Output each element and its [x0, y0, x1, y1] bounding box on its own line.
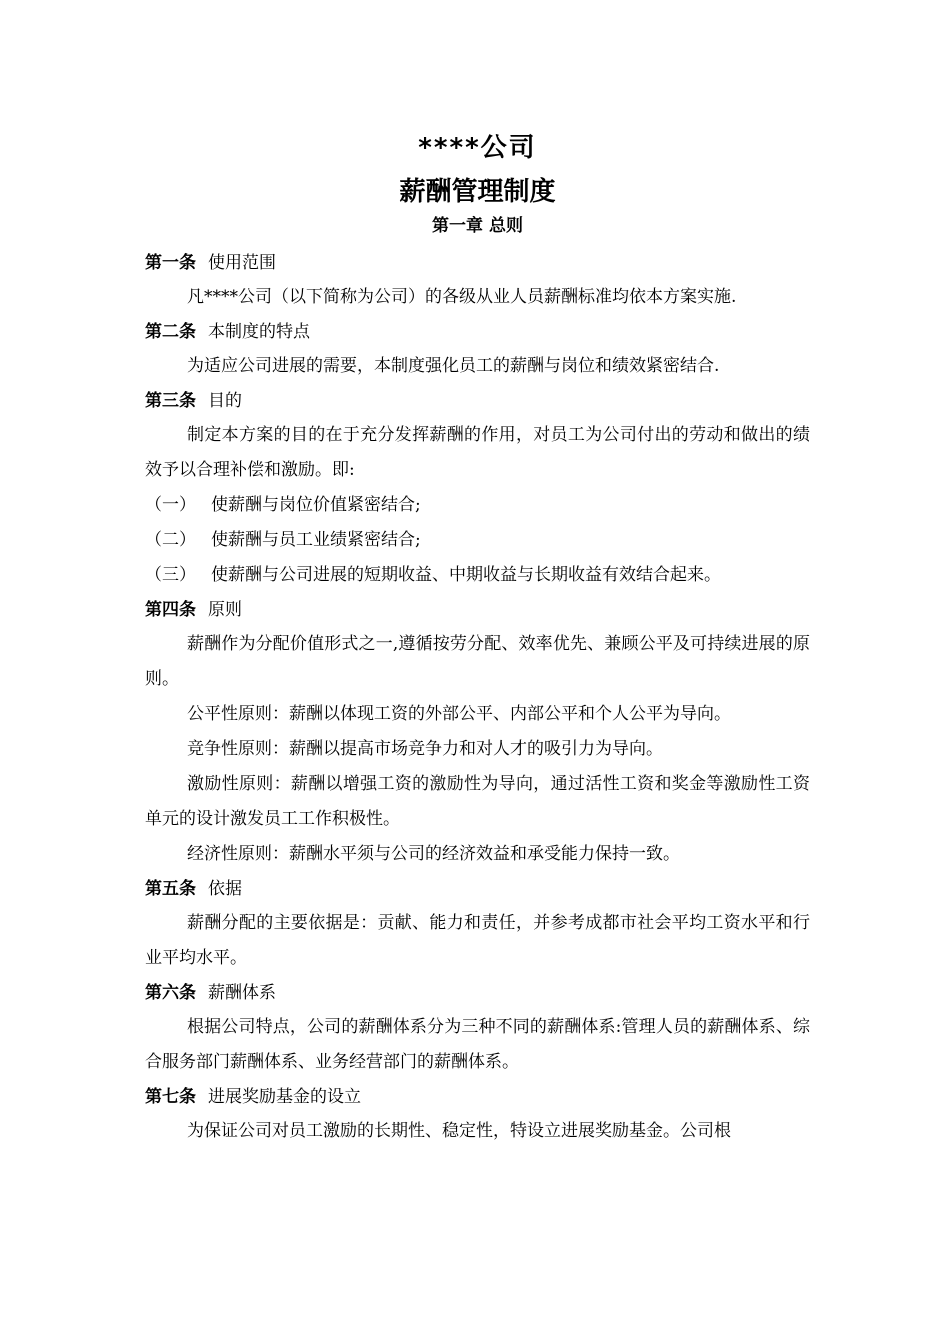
article-number: 第二条	[145, 322, 196, 342]
article-number: 第七条	[145, 1087, 196, 1107]
list-marker: （二）	[145, 530, 196, 550]
article-heading	[145, 315, 810, 349]
article-6	[145, 976, 810, 1080]
article-heading	[145, 593, 810, 627]
article-paragraph: 根据公司特点，公司的薪酬体系分为三种不同的薪酬体系:管理人员的薪酬体系、综合服务部门薪酬体系、业务经营部门的薪酬体系。	[145, 1017, 810, 1072]
article-number: 第四条	[145, 600, 196, 620]
article-heading	[145, 976, 810, 1010]
chapter-title: 第一章 总则	[432, 216, 523, 236]
article-heading-text: 目的	[208, 391, 242, 411]
article-heading	[145, 384, 810, 418]
article-paragraph: 为适应公司进展的需要，本制度强化员工的薪酬与岗位和绩效紧密结合.	[187, 356, 720, 376]
article-paragraph: 公平性原则：薪酬以体现工资的外部公平、内部公平和个人公平为导向。	[187, 704, 731, 724]
list-item	[145, 523, 810, 558]
list-marker: （三）	[145, 565, 196, 585]
article-heading-text: 本制度的特点	[208, 322, 310, 342]
article-paragraph: 薪酬分配的主要依据是：贡献、能力和责任，并参考成都市社会平均工资水平和行业平均水平。	[145, 913, 810, 968]
article-number: 第一条	[145, 253, 196, 273]
article-heading	[145, 1080, 810, 1114]
article-4	[145, 593, 810, 872]
list-item	[145, 558, 810, 593]
list-text: 使薪酬与员工业绩紧密结合;	[211, 530, 421, 550]
article-5	[145, 872, 810, 976]
article-paragraph: 经济性原则：薪酬水平须与公司的经济效益和承受能力保持一致。	[187, 844, 680, 864]
article-number: 第三条	[145, 391, 196, 411]
list-text: 使薪酬与公司进展的短期收益、中期收益与长期收益有效结合起来。	[211, 565, 721, 585]
article-number: 第五条	[145, 879, 196, 899]
article-paragraph: 制定本方案的目的在于充分发挥薪酬的作用，对员工为公司付出的劳动和做出的绩效予以合理补偿和激励。即:	[145, 425, 810, 480]
list-marker: （一）	[145, 495, 196, 515]
article-paragraph: 薪酬作为分配价值形式之一,遵循按劳分配、效率优先、兼顾公平及可持续进展的原则。	[145, 634, 810, 689]
article-heading	[145, 872, 810, 906]
article-heading	[145, 246, 810, 280]
document-page	[145, 130, 810, 1149]
document-title: 薪酬管理制度	[399, 177, 556, 207]
article-heading-text: 依据	[208, 879, 242, 899]
article-heading-text: 使用范围	[208, 253, 276, 273]
company-title: ****公司	[418, 133, 537, 163]
article-3	[145, 384, 810, 593]
article-paragraph: 激励性原则：薪酬以增强工资的激励性为导向，通过活性工资和奖金等激励性工资单元的设计激发员工工作积极性。	[145, 774, 810, 829]
list-item	[145, 488, 810, 523]
article-7	[145, 1080, 810, 1149]
article-heading-text: 原则	[208, 600, 242, 620]
article-heading-text: 进展奖励基金的设立	[208, 1087, 361, 1107]
article-paragraph: 竞争性原则：薪酬以提高市场竞争力和对人才的吸引力为导向。	[187, 739, 663, 759]
article-paragraph: 凡****公司（以下简称为公司）的各级从业人员薪酬标准均依本方案实施.	[187, 287, 737, 307]
article-number: 第六条	[145, 983, 196, 1003]
list-text: 使薪酬与岗位价值紧密结合;	[211, 495, 421, 515]
article-heading-text: 薪酬体系	[208, 983, 276, 1003]
article-paragraph: 为保证公司对员工激励的长期性、稳定性，特设立进展奖励基金。公司根	[187, 1121, 731, 1141]
article-2	[145, 315, 810, 384]
article-1	[145, 246, 810, 315]
